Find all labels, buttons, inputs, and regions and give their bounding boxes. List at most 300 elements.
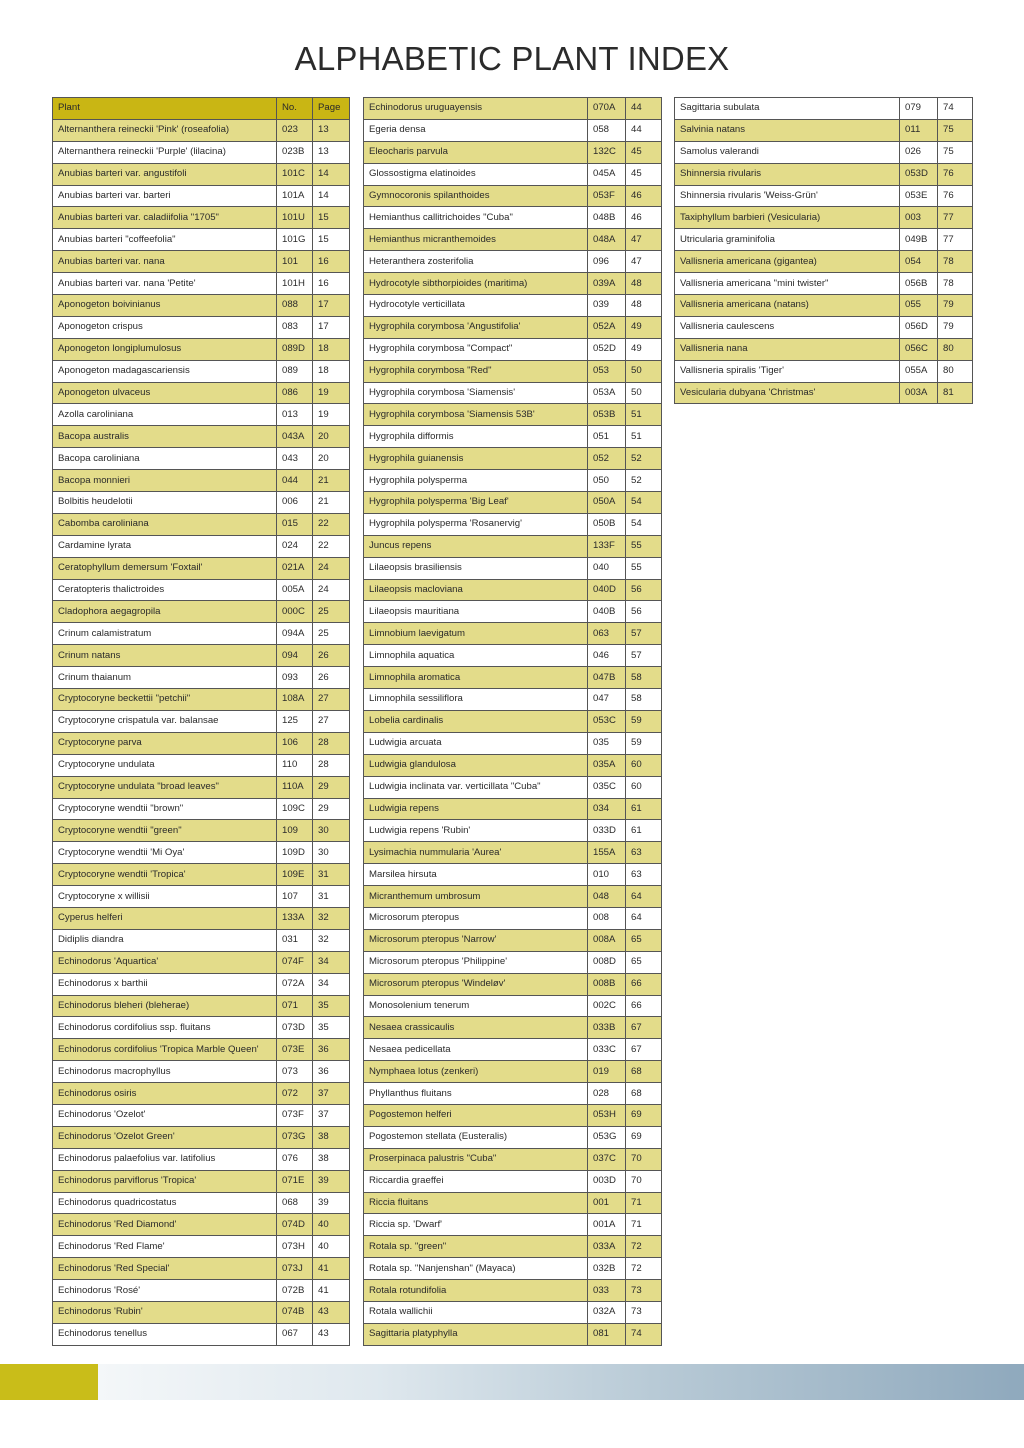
plant-number: 096 <box>588 251 626 273</box>
plant-number: 003 <box>900 207 938 229</box>
plant-page: 39 <box>313 1170 350 1192</box>
plant-name: Crinum calamistratum <box>53 623 277 645</box>
table-row <box>364 1192 662 1214</box>
plant-page: 37 <box>313 1083 350 1105</box>
plant-page: 70 <box>626 1170 662 1192</box>
plant-number: 050 <box>588 470 626 492</box>
table-row <box>53 163 350 185</box>
table-row <box>364 141 662 163</box>
plant-number: 040D <box>588 579 626 601</box>
plant-page: 80 <box>938 360 973 382</box>
plant-number: 047B <box>588 667 626 689</box>
plant-number: 040 <box>588 557 626 579</box>
plant-number: 056C <box>900 338 938 360</box>
plant-page: 26 <box>313 645 350 667</box>
plant-page: 72 <box>626 1258 662 1280</box>
plant-name: Hygrophila polysperma 'Big Leaf' <box>364 492 588 514</box>
plant-page: 55 <box>626 557 662 579</box>
table-row <box>675 382 973 404</box>
plant-page: 44 <box>626 119 662 141</box>
plant-number: 074B <box>277 1301 313 1323</box>
plant-number: 039 <box>588 295 626 317</box>
plant-page: 21 <box>313 470 350 492</box>
plant-number: 043 <box>277 448 313 470</box>
plant-name: Lysimachia nummularia 'Aurea' <box>364 842 588 864</box>
plant-number: 006 <box>277 492 313 514</box>
plant-name: Echinodorus bleheri (bleherae) <box>53 995 277 1017</box>
table-row <box>364 798 662 820</box>
plant-number: 033D <box>588 820 626 842</box>
plant-page: 65 <box>626 951 662 973</box>
plant-number: 109E <box>277 864 313 886</box>
plant-page: 66 <box>626 995 662 1017</box>
plant-name: Echinodorus macrophyllus <box>53 1061 277 1083</box>
table-row <box>364 601 662 623</box>
plant-name: Echinodorus 'Red Special' <box>53 1258 277 1280</box>
plant-name: Crinum thaianum <box>53 667 277 689</box>
plant-name: Nesaea crassicaulis <box>364 1017 588 1039</box>
plant-name: Heteranthera zosterifolia <box>364 251 588 273</box>
plant-name: Echinodorus cordifolius ssp. fluitans <box>53 1017 277 1039</box>
plant-name: Cryptocoryne undulata <box>53 754 277 776</box>
plant-name: Rotala rotundifolia <box>364 1280 588 1302</box>
plant-page: 17 <box>313 316 350 338</box>
plant-number: 101A <box>277 185 313 207</box>
table-row <box>364 1323 662 1345</box>
plant-page: 29 <box>313 798 350 820</box>
plant-number: 083 <box>277 316 313 338</box>
plant-name: Lobelia cardinalis <box>364 710 588 732</box>
plant-page: 75 <box>938 119 973 141</box>
plant-name: Vesicularia dubyana 'Christmas' <box>675 382 900 404</box>
plant-name: Anubias barteri var. nana <box>53 251 277 273</box>
plant-name: Vallisneria caulescens <box>675 316 900 338</box>
plant-name: Echinodorus 'Ozelot' <box>53 1104 277 1126</box>
plant-name: Riccia sp. 'Dwarf' <box>364 1214 588 1236</box>
plant-page: 70 <box>626 1148 662 1170</box>
table-row <box>364 557 662 579</box>
plant-page: 39 <box>313 1192 350 1214</box>
table-row <box>53 470 350 492</box>
table-header-row <box>53 98 350 120</box>
table-row <box>53 251 350 273</box>
plant-number: 063 <box>588 623 626 645</box>
footer-band-accent <box>0 1364 98 1400</box>
plant-number: 053D <box>900 163 938 185</box>
plant-number: 094 <box>277 645 313 667</box>
table-row <box>364 1280 662 1302</box>
table-row <box>675 360 973 382</box>
plant-page: 40 <box>313 1236 350 1258</box>
table-row <box>675 273 973 295</box>
table-row <box>53 1214 350 1236</box>
table-row <box>53 710 350 732</box>
plant-name: Shinnersia rivularis <box>675 163 900 185</box>
index-table-column-3 <box>674 97 973 404</box>
plant-number: 043A <box>277 426 313 448</box>
plant-number: 074F <box>277 951 313 973</box>
table-row <box>364 973 662 995</box>
plant-page: 19 <box>313 382 350 404</box>
plant-number: 005A <box>277 579 313 601</box>
plant-page: 37 <box>313 1104 350 1126</box>
plant-number: 054 <box>900 251 938 273</box>
plant-number: 055 <box>900 295 938 317</box>
plant-number: 048B <box>588 207 626 229</box>
table-row <box>53 316 350 338</box>
plant-name: Cryptocoryne undulata "broad leaves" <box>53 776 277 798</box>
table-row <box>53 1258 350 1280</box>
plant-number: 073J <box>277 1258 313 1280</box>
header-page: Page <box>313 98 350 120</box>
plant-name: Vallisneria spiralis 'Tiger' <box>675 360 900 382</box>
table-row <box>364 382 662 404</box>
plant-number: 101H <box>277 273 313 295</box>
plant-number: 110A <box>277 776 313 798</box>
table-row <box>53 623 350 645</box>
plant-page: 71 <box>626 1192 662 1214</box>
plant-page: 31 <box>313 886 350 908</box>
plant-number: 109C <box>277 798 313 820</box>
plant-page: 61 <box>626 820 662 842</box>
plant-page: 34 <box>313 951 350 973</box>
table-row <box>53 360 350 382</box>
plant-name: Samolus valerandi <box>675 141 900 163</box>
plant-name: Crinum natans <box>53 645 277 667</box>
plant-number: 053H <box>588 1104 626 1126</box>
table-row <box>53 689 350 711</box>
table-row <box>364 207 662 229</box>
plant-number: 081 <box>588 1323 626 1345</box>
plant-number: 048A <box>588 229 626 251</box>
plant-number: 089D <box>277 338 313 360</box>
plant-name: Ceratopteris thalictroides <box>53 579 277 601</box>
plant-name: Marsilea hirsuta <box>364 864 588 886</box>
plant-page: 60 <box>626 776 662 798</box>
table-row <box>364 732 662 754</box>
plant-number: 033A <box>588 1236 626 1258</box>
plant-number: 046 <box>588 645 626 667</box>
table-row <box>364 316 662 338</box>
table-row <box>364 229 662 251</box>
plant-number: 001 <box>588 1192 626 1214</box>
page-title: ALPHABETIC PLANT INDEX <box>294 40 730 77</box>
table-row <box>53 842 350 864</box>
plant-name: Microsorum pteropus <box>364 907 588 929</box>
plant-page: 49 <box>626 338 662 360</box>
plant-name: Nymphaea lotus (zenkeri) <box>364 1061 588 1083</box>
table-row <box>53 207 350 229</box>
plant-number: 045A <box>588 163 626 185</box>
plant-number: 073 <box>277 1061 313 1083</box>
plant-number: 053F <box>588 185 626 207</box>
table-row <box>364 776 662 798</box>
table-row <box>53 513 350 535</box>
plant-page: 54 <box>626 492 662 514</box>
plant-page: 48 <box>626 295 662 317</box>
table-row <box>53 1017 350 1039</box>
plant-name: Aponogeton ulvaceus <box>53 382 277 404</box>
plant-name: Riccia fluitans <box>364 1192 588 1214</box>
table-row <box>53 1061 350 1083</box>
plant-page: 55 <box>626 535 662 557</box>
plant-page: 76 <box>938 163 973 185</box>
table-row <box>675 251 973 273</box>
plant-page: 51 <box>626 404 662 426</box>
plant-number: 106 <box>277 732 313 754</box>
table-row <box>364 251 662 273</box>
plant-page: 69 <box>626 1104 662 1126</box>
plant-number: 001A <box>588 1214 626 1236</box>
table-row <box>364 535 662 557</box>
plant-name: Sagittaria platyphylla <box>364 1323 588 1345</box>
plant-number: 053 <box>588 360 626 382</box>
plant-name: Cryptocoryne wendtii 'Mi Oya' <box>53 842 277 864</box>
table-row <box>364 754 662 776</box>
plant-number: 000C <box>277 601 313 623</box>
table-row <box>53 295 350 317</box>
plant-page: 29 <box>313 776 350 798</box>
plant-number: 035A <box>588 754 626 776</box>
plant-number: 050A <box>588 492 626 514</box>
table-row <box>53 535 350 557</box>
table-row <box>53 995 350 1017</box>
plant-page: 24 <box>313 579 350 601</box>
plant-number: 110 <box>277 754 313 776</box>
plant-number: 070A <box>588 98 626 120</box>
plant-number: 035C <box>588 776 626 798</box>
plant-number: 028 <box>588 1083 626 1105</box>
plant-page: 58 <box>626 667 662 689</box>
plant-page: 56 <box>626 579 662 601</box>
index-table-column-1 <box>52 97 350 1346</box>
table-row <box>364 470 662 492</box>
plant-name: Lilaeopsis mauritiana <box>364 601 588 623</box>
plant-number: 024 <box>277 535 313 557</box>
plant-number: 067 <box>277 1323 313 1345</box>
plant-page: 57 <box>626 623 662 645</box>
plant-number: 015 <box>277 513 313 535</box>
table-row <box>364 513 662 535</box>
plant-page: 41 <box>313 1280 350 1302</box>
plant-name: Didiplis diandra <box>53 929 277 951</box>
table-row <box>53 1280 350 1302</box>
plant-name: Rotala sp. "green" <box>364 1236 588 1258</box>
plant-number: 072 <box>277 1083 313 1105</box>
plant-name: Hygrophila polysperma <box>364 470 588 492</box>
plant-name: Echinodorus x barthii <box>53 973 277 995</box>
plant-name: Echinodorus 'Rubin' <box>53 1301 277 1323</box>
plant-name: Monosolenium tenerum <box>364 995 588 1017</box>
plant-number: 051 <box>588 426 626 448</box>
plant-number: 086 <box>277 382 313 404</box>
table-row <box>364 1126 662 1148</box>
plant-page: 26 <box>313 667 350 689</box>
plant-page: 74 <box>938 98 973 120</box>
plant-page: 47 <box>626 229 662 251</box>
plant-page: 22 <box>313 513 350 535</box>
plant-page: 54 <box>626 513 662 535</box>
plant-page: 79 <box>938 295 973 317</box>
plant-page: 75 <box>938 141 973 163</box>
plant-name: Cabomba caroliniana <box>53 513 277 535</box>
plant-page: 30 <box>313 842 350 864</box>
table-row <box>53 185 350 207</box>
plant-name: Alternanthera reineckii 'Pink' (roseafolia) <box>53 119 277 141</box>
plant-number: 052 <box>588 448 626 470</box>
plant-number: 071 <box>277 995 313 1017</box>
plant-name: Sagittaria subulata <box>675 98 900 120</box>
table-row <box>364 360 662 382</box>
plant-name: Aponogeton longiplumulosus <box>53 338 277 360</box>
plant-name: Salvinia natans <box>675 119 900 141</box>
plant-name: Microsorum pteropus 'Narrow' <box>364 929 588 951</box>
plant-name: Eleocharis parvula <box>364 141 588 163</box>
plant-page: 58 <box>626 689 662 711</box>
plant-number: 021A <box>277 557 313 579</box>
plant-name: Anubias barteri var. barteri <box>53 185 277 207</box>
table-row <box>53 141 350 163</box>
table-row <box>53 1039 350 1061</box>
plant-number: 047 <box>588 689 626 711</box>
plant-page: 79 <box>938 316 973 338</box>
plant-page: 50 <box>626 382 662 404</box>
plant-page: 71 <box>626 1214 662 1236</box>
table-row <box>364 689 662 711</box>
plant-number: 068 <box>277 1192 313 1214</box>
plant-name: Echinodorus osiris <box>53 1083 277 1105</box>
plant-page: 19 <box>313 404 350 426</box>
table-row <box>53 1104 350 1126</box>
plant-name: Microsorum pteropus 'Philippine' <box>364 951 588 973</box>
table-row <box>53 1126 350 1148</box>
plant-number: 008D <box>588 951 626 973</box>
plant-name: Cryptocoryne crispatula var. balansae <box>53 710 277 732</box>
plant-page: 35 <box>313 1017 350 1039</box>
plant-page: 69 <box>626 1126 662 1148</box>
plant-number: 073E <box>277 1039 313 1061</box>
plant-name: Bacopa caroliniana <box>53 448 277 470</box>
plant-number: 125 <box>277 710 313 732</box>
plant-name: Proserpinaca palustris "Cuba" <box>364 1148 588 1170</box>
plant-number: 053A <box>588 382 626 404</box>
plant-number: 033C <box>588 1039 626 1061</box>
plant-name: Cladophora aegagropila <box>53 601 277 623</box>
table-row <box>53 119 350 141</box>
plant-page: 48 <box>626 273 662 295</box>
plant-page: 17 <box>313 295 350 317</box>
plant-number: 023 <box>277 119 313 141</box>
plant-number: 008 <box>588 907 626 929</box>
plant-number: 094A <box>277 623 313 645</box>
plant-name: Hygrophila corymbosa 'Siamensis 53B' <box>364 404 588 426</box>
plant-page: 18 <box>313 338 350 360</box>
plant-page: 76 <box>938 185 973 207</box>
plant-name: Rotala wallichii <box>364 1301 588 1323</box>
table-row <box>364 710 662 732</box>
plant-page: 18 <box>313 360 350 382</box>
plant-page: 36 <box>313 1061 350 1083</box>
plant-page: 16 <box>313 273 350 295</box>
plant-page: 44 <box>626 98 662 120</box>
plant-name: Micranthemum umbrosum <box>364 886 588 908</box>
plant-name: Bacopa monnieri <box>53 470 277 492</box>
table-row <box>364 295 662 317</box>
table-row <box>364 98 662 120</box>
plant-page: 65 <box>626 929 662 951</box>
plant-name: Aponogeton crispus <box>53 316 277 338</box>
plant-name: Cryptocoryne wendtii "brown" <box>53 798 277 820</box>
table-row <box>364 273 662 295</box>
plant-page: 63 <box>626 842 662 864</box>
plant-name: Ceratophyllum demersum 'Foxtail' <box>53 557 277 579</box>
plant-name: Hemianthus micranthemoides <box>364 229 588 251</box>
plant-number: 037C <box>588 1148 626 1170</box>
table-row <box>364 1039 662 1061</box>
table-row <box>364 907 662 929</box>
plant-number: 048 <box>588 886 626 908</box>
plant-name: Hygrophila difformis <box>364 426 588 448</box>
plant-name: Lilaeopsis macloviana <box>364 579 588 601</box>
table-row <box>53 732 350 754</box>
table-row <box>53 1236 350 1258</box>
plant-number: 155A <box>588 842 626 864</box>
plant-number: 032B <box>588 1258 626 1280</box>
plant-name: Anubias barteri "coffeefolia" <box>53 229 277 251</box>
table-row <box>675 229 973 251</box>
plant-number: 073D <box>277 1017 313 1039</box>
plant-page: 64 <box>626 907 662 929</box>
plant-page: 80 <box>938 338 973 360</box>
plant-page: 15 <box>313 229 350 251</box>
plant-number: 056D <box>900 316 938 338</box>
table-row <box>364 119 662 141</box>
plant-page: 51 <box>626 426 662 448</box>
table-row <box>364 995 662 1017</box>
plant-name: Echinodorus 'Red Diamond' <box>53 1214 277 1236</box>
plant-number: 049B <box>900 229 938 251</box>
table-row <box>364 929 662 951</box>
plant-number: 093 <box>277 667 313 689</box>
plant-number: 003D <box>588 1170 626 1192</box>
plant-page: 46 <box>626 207 662 229</box>
table-row <box>364 1258 662 1280</box>
plant-page: 41 <box>313 1258 350 1280</box>
plant-page: 32 <box>313 929 350 951</box>
footer-band-gradient <box>98 1364 1024 1400</box>
table-row <box>364 1170 662 1192</box>
table-row <box>364 1083 662 1105</box>
plant-name: Ludwigia inclinata var. verticillata "Cuba" <box>364 776 588 798</box>
table-row <box>675 119 973 141</box>
plant-number: 076 <box>277 1148 313 1170</box>
table-row <box>364 163 662 185</box>
plant-name: Hydrocotyle verticillata <box>364 295 588 317</box>
plant-page: 36 <box>313 1039 350 1061</box>
plant-name: Ludwigia repens 'Rubin' <box>364 820 588 842</box>
table-row <box>675 338 973 360</box>
table-row <box>53 667 350 689</box>
plant-number: 002C <box>588 995 626 1017</box>
plant-name: Hygrophila corymbosa 'Siamensis' <box>364 382 588 404</box>
plant-page: 47 <box>626 251 662 273</box>
plant-number: 079 <box>900 98 938 120</box>
plant-name: Phyllanthus fluitans <box>364 1083 588 1105</box>
plant-page: 31 <box>313 864 350 886</box>
plant-number: 052D <box>588 338 626 360</box>
plant-page: 59 <box>626 732 662 754</box>
plant-number: 034 <box>588 798 626 820</box>
